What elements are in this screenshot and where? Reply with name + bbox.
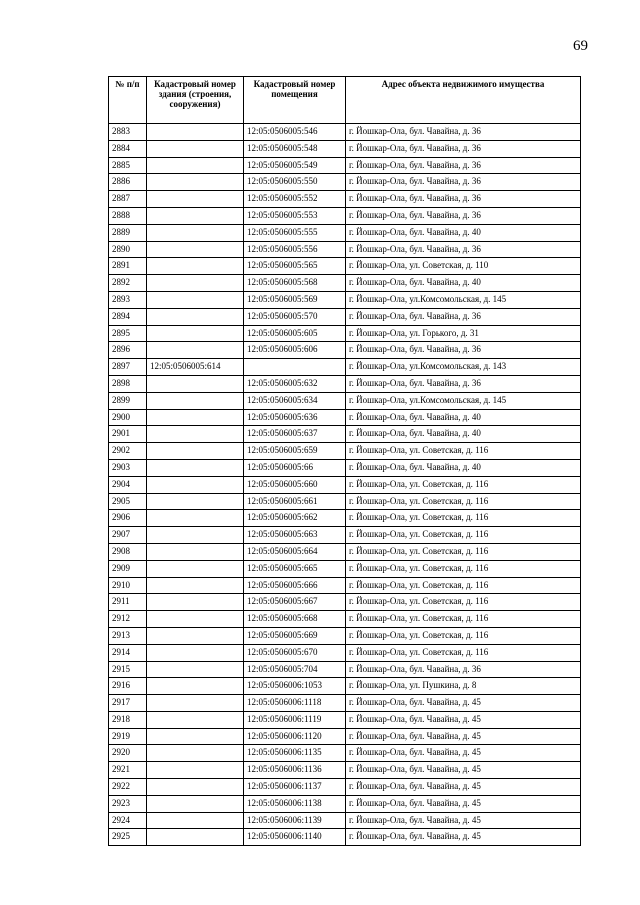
cell-premises-cadastral-number: 12:05:0506005:549 <box>244 157 346 174</box>
cell-address: г. Йошкар-Ола, ул. Советская, д. 116 <box>346 627 581 644</box>
cell-address: г. Йошкар-Ола, ул. Пушкина, д. 8 <box>346 678 581 695</box>
cell-premises-cadastral-number: 12:05:0506005:669 <box>244 627 346 644</box>
cell-row-number: 2885 <box>109 157 147 174</box>
header-building-cadastral-number: Кадастровый номер здания (строения, сооружения) <box>147 77 244 124</box>
cell-address: г. Йошкар-Ола, бул. Чавайна, д. 45 <box>346 812 581 829</box>
cell-building-cadastral-number <box>147 627 244 644</box>
cell-address: г. Йошкар-Ола, бул. Чавайна, д. 36 <box>346 661 581 678</box>
cell-premises-cadastral-number: 12:05:0506006:1138 <box>244 795 346 812</box>
cell-address: г. Йошкар-Ола, бул. Чавайна, д. 36 <box>346 124 581 141</box>
cell-row-number: 2918 <box>109 711 147 728</box>
cell-premises-cadastral-number: 12:05:0506006:1053 <box>244 678 346 695</box>
table-row <box>109 795 581 812</box>
cell-premises-cadastral-number: 12:05:0506006:1120 <box>244 728 346 745</box>
cell-row-number: 2923 <box>109 795 147 812</box>
table-row <box>109 241 581 258</box>
table-row <box>109 375 581 392</box>
cell-address: г. Йошкар-Ола, ул.Комсомольская, д. 145 <box>346 392 581 409</box>
table-row <box>109 762 581 779</box>
cell-premises-cadastral-number: 12:05:0506005:661 <box>244 493 346 510</box>
cell-building-cadastral-number <box>147 342 244 359</box>
cell-building-cadastral-number <box>147 325 244 342</box>
cell-premises-cadastral-number: 12:05:0506005:670 <box>244 644 346 661</box>
cell-premises-cadastral-number: 12:05:0506005:632 <box>244 375 346 392</box>
cell-premises-cadastral-number: 12:05:0506005:568 <box>244 275 346 292</box>
cell-premises-cadastral-number: 12:05:0506006:1139 <box>244 812 346 829</box>
table-row <box>109 359 581 376</box>
cell-address: г. Йошкар-Ола, бул. Чавайна, д. 36 <box>346 140 581 157</box>
cell-row-number: 2922 <box>109 779 147 796</box>
cell-row-number: 2901 <box>109 426 147 443</box>
cell-address: г. Йошкар-Ола, бул. Чавайна, д. 36 <box>346 207 581 224</box>
cell-building-cadastral-number <box>147 308 244 325</box>
cell-building-cadastral-number <box>147 543 244 560</box>
cell-row-number: 2903 <box>109 459 147 476</box>
table-row <box>109 392 581 409</box>
table-row <box>109 325 581 342</box>
cell-premises-cadastral-number: 12:05:0506005:548 <box>244 140 346 157</box>
cell-address: г. Йошкар-Ола, ул.Комсомольская, д. 143 <box>346 359 581 376</box>
cell-building-cadastral-number <box>147 275 244 292</box>
cell-building-cadastral-number <box>147 812 244 829</box>
table-row <box>109 577 581 594</box>
cell-premises-cadastral-number: 12:05:0506005:667 <box>244 594 346 611</box>
cell-building-cadastral-number <box>147 241 244 258</box>
cell-row-number: 2905 <box>109 493 147 510</box>
cell-building-cadastral-number <box>147 459 244 476</box>
table-header-row <box>109 77 581 124</box>
cell-row-number: 2894 <box>109 308 147 325</box>
cell-address: г. Йошкар-Ола, ул. Советская, д. 116 <box>346 560 581 577</box>
table-row <box>109 711 581 728</box>
cell-address: г. Йошкар-Ола, бул. Чавайна, д. 45 <box>346 745 581 762</box>
cell-building-cadastral-number <box>147 224 244 241</box>
cell-address: г. Йошкар-Ола, бул. Чавайна, д. 45 <box>346 829 581 846</box>
cell-premises-cadastral-number: 12:05:0506005:606 <box>244 342 346 359</box>
cell-address: г. Йошкар-Ола, бул. Чавайна, д. 40 <box>346 426 581 443</box>
cell-row-number: 2911 <box>109 594 147 611</box>
cell-premises-cadastral-number: 12:05:0506005:636 <box>244 409 346 426</box>
cell-address: г. Йошкар-Ола, ул.Комсомольская, д. 145 <box>346 291 581 308</box>
table-row <box>109 661 581 678</box>
table-row <box>109 476 581 493</box>
cell-address: г. Йошкар-Ола, ул. Советская, д. 116 <box>346 543 581 560</box>
table-row <box>109 191 581 208</box>
cell-row-number: 2915 <box>109 661 147 678</box>
cell-address: г. Йошкар-Ола, бул. Чавайна, д. 36 <box>346 174 581 191</box>
table-row <box>109 124 581 141</box>
cell-building-cadastral-number <box>147 779 244 796</box>
header-property-address: Адрес объекта недвижимого имущества <box>346 77 581 124</box>
cell-building-cadastral-number <box>147 560 244 577</box>
cell-building-cadastral-number <box>147 157 244 174</box>
table-row <box>109 342 581 359</box>
cell-premises-cadastral-number: 12:05:0506006:1140 <box>244 829 346 846</box>
table-row <box>109 174 581 191</box>
cell-address: г. Йошкар-Ола, бул. Чавайна, д. 36 <box>346 375 581 392</box>
table-row <box>109 728 581 745</box>
cell-row-number: 2904 <box>109 476 147 493</box>
table-row <box>109 560 581 577</box>
cell-building-cadastral-number <box>147 678 244 695</box>
cell-premises-cadastral-number: 12:05:0506005:556 <box>244 241 346 258</box>
table-row <box>109 291 581 308</box>
cell-premises-cadastral-number: 12:05:0506005:666 <box>244 577 346 594</box>
cell-address: г. Йошкар-Ола, бул. Чавайна, д. 36 <box>346 157 581 174</box>
cell-premises-cadastral-number: 12:05:0506005:550 <box>244 174 346 191</box>
header-row-number: № п/п <box>109 77 147 124</box>
cell-premises-cadastral-number: 12:05:0506006:1119 <box>244 711 346 728</box>
cell-row-number: 2886 <box>109 174 147 191</box>
table-row <box>109 829 581 846</box>
cell-address: г. Йошкар-Ола, ул. Советская, д. 116 <box>346 577 581 594</box>
cell-premises-cadastral-number: 12:05:0506005:662 <box>244 510 346 527</box>
cell-building-cadastral-number <box>147 443 244 460</box>
cell-building-cadastral-number <box>147 375 244 392</box>
cell-address: г. Йошкар-Ола, ул. Советская, д. 110 <box>346 258 581 275</box>
cell-building-cadastral-number <box>147 745 244 762</box>
table-row <box>109 224 581 241</box>
cell-row-number: 2895 <box>109 325 147 342</box>
cell-premises-cadastral-number: 12:05:0506006:1136 <box>244 762 346 779</box>
cell-premises-cadastral-number: 12:05:0506005:634 <box>244 392 346 409</box>
cell-row-number: 2909 <box>109 560 147 577</box>
cell-premises-cadastral-number <box>244 359 346 376</box>
cell-address: г. Йошкар-Ола, бул. Чавайна, д. 45 <box>346 762 581 779</box>
cell-premises-cadastral-number: 12:05:0506005:660 <box>244 476 346 493</box>
cell-row-number: 2899 <box>109 392 147 409</box>
cell-address: г. Йошкар-Ола, бул. Чавайна, д. 40 <box>346 409 581 426</box>
cell-row-number: 2902 <box>109 443 147 460</box>
cell-building-cadastral-number <box>147 594 244 611</box>
cell-building-cadastral-number <box>147 510 244 527</box>
table-row <box>109 409 581 426</box>
cell-address: г. Йошкар-Ола, ул. Советская, д. 116 <box>346 527 581 544</box>
cell-premises-cadastral-number: 12:05:0506005:637 <box>244 426 346 443</box>
cell-row-number: 2910 <box>109 577 147 594</box>
table-row <box>109 308 581 325</box>
cell-row-number: 2900 <box>109 409 147 426</box>
cell-address: г. Йошкар-Ола, бул. Чавайна, д. 36 <box>346 342 581 359</box>
cell-premises-cadastral-number: 12:05:0506005:704 <box>244 661 346 678</box>
cell-row-number: 2888 <box>109 207 147 224</box>
cell-row-number: 2883 <box>109 124 147 141</box>
cell-building-cadastral-number <box>147 711 244 728</box>
cell-premises-cadastral-number: 12:05:0506005:665 <box>244 560 346 577</box>
cell-premises-cadastral-number: 12:05:0506005:659 <box>244 443 346 460</box>
cell-address: г. Йошкар-Ола, бул. Чавайна, д. 40 <box>346 459 581 476</box>
cell-building-cadastral-number <box>147 527 244 544</box>
cell-address: г. Йошкар-Ола, бул. Чавайна, д. 45 <box>346 711 581 728</box>
cell-building-cadastral-number <box>147 829 244 846</box>
cell-row-number: 2919 <box>109 728 147 745</box>
cell-premises-cadastral-number: 12:05:0506005:663 <box>244 527 346 544</box>
cell-address: г. Йошкар-Ола, бул. Чавайна, д. 45 <box>346 779 581 796</box>
header-premises-cadastral-number: Кадастровый номер помещения <box>244 77 346 124</box>
cell-building-cadastral-number <box>147 493 244 510</box>
property-registry-table <box>108 76 581 846</box>
cell-building-cadastral-number <box>147 426 244 443</box>
cell-building-cadastral-number <box>147 476 244 493</box>
cell-building-cadastral-number <box>147 611 244 628</box>
cell-address: г. Йошкар-Ола, бул. Чавайна, д. 45 <box>346 728 581 745</box>
cell-address: г. Йошкар-Ола, ул. Горького, д. 31 <box>346 325 581 342</box>
cell-building-cadastral-number <box>147 795 244 812</box>
cell-premises-cadastral-number: 12:05:0506005:565 <box>244 258 346 275</box>
cell-building-cadastral-number <box>147 258 244 275</box>
cell-row-number: 2921 <box>109 762 147 779</box>
cell-building-cadastral-number: 12:05:0506005:614 <box>147 359 244 376</box>
cell-premises-cadastral-number: 12:05:0506005:66 <box>244 459 346 476</box>
cell-address: г. Йошкар-Ола, ул. Советская, д. 116 <box>346 594 581 611</box>
cell-address: г. Йошкар-Ола, ул. Советская, д. 116 <box>346 611 581 628</box>
cell-premises-cadastral-number: 12:05:0506005:553 <box>244 207 346 224</box>
cell-building-cadastral-number <box>147 661 244 678</box>
cell-premises-cadastral-number: 12:05:0506005:555 <box>244 224 346 241</box>
table-row <box>109 779 581 796</box>
table-row <box>109 510 581 527</box>
cell-address: г. Йошкар-Ола, ул. Советская, д. 116 <box>346 443 581 460</box>
cell-row-number: 2887 <box>109 191 147 208</box>
cell-row-number: 2913 <box>109 627 147 644</box>
cell-building-cadastral-number <box>147 191 244 208</box>
cell-building-cadastral-number <box>147 762 244 779</box>
cell-premises-cadastral-number: 12:05:0506005:668 <box>244 611 346 628</box>
cell-building-cadastral-number <box>147 291 244 308</box>
cell-premises-cadastral-number: 12:05:0506005:552 <box>244 191 346 208</box>
table-row <box>109 493 581 510</box>
table-row <box>109 678 581 695</box>
cell-building-cadastral-number <box>147 140 244 157</box>
cell-row-number: 2892 <box>109 275 147 292</box>
table-row <box>109 157 581 174</box>
cell-building-cadastral-number <box>147 124 244 141</box>
cell-row-number: 2896 <box>109 342 147 359</box>
table-row <box>109 258 581 275</box>
table-row <box>109 275 581 292</box>
cell-building-cadastral-number <box>147 695 244 712</box>
cell-premises-cadastral-number: 12:05:0506005:569 <box>244 291 346 308</box>
table-row <box>109 695 581 712</box>
cell-building-cadastral-number <box>147 577 244 594</box>
cell-address: г. Йошкар-Ола, бул. Чавайна, д. 45 <box>346 695 581 712</box>
table-row <box>109 459 581 476</box>
cell-row-number: 2891 <box>109 258 147 275</box>
cell-row-number: 2898 <box>109 375 147 392</box>
cell-row-number: 2889 <box>109 224 147 241</box>
cell-premises-cadastral-number: 12:05:0506005:664 <box>244 543 346 560</box>
cell-building-cadastral-number <box>147 174 244 191</box>
table-row <box>109 426 581 443</box>
cell-address: г. Йошкар-Ола, бул. Чавайна, д. 36 <box>346 241 581 258</box>
table-row <box>109 627 581 644</box>
cell-premises-cadastral-number: 12:05:0506005:570 <box>244 308 346 325</box>
cell-address: г. Йошкар-Ола, бул. Чавайна, д. 40 <box>346 275 581 292</box>
cell-row-number: 2914 <box>109 644 147 661</box>
table-row <box>109 594 581 611</box>
cell-address: г. Йошкар-Ола, бул. Чавайна, д. 45 <box>346 795 581 812</box>
page-number: 69 <box>573 38 588 54</box>
cell-row-number: 2907 <box>109 527 147 544</box>
cell-row-number: 2924 <box>109 812 147 829</box>
cell-row-number: 2916 <box>109 678 147 695</box>
cell-address: г. Йошкар-Ола, ул. Советская, д. 116 <box>346 644 581 661</box>
cell-row-number: 2917 <box>109 695 147 712</box>
cell-building-cadastral-number <box>147 207 244 224</box>
table-row <box>109 812 581 829</box>
cell-premises-cadastral-number: 12:05:0506005:546 <box>244 124 346 141</box>
cell-row-number: 2925 <box>109 829 147 846</box>
cell-row-number: 2890 <box>109 241 147 258</box>
cell-address: г. Йошкар-Ола, ул. Советская, д. 116 <box>346 510 581 527</box>
table-row <box>109 140 581 157</box>
table-row <box>109 644 581 661</box>
cell-building-cadastral-number <box>147 728 244 745</box>
table-body <box>109 124 581 846</box>
cell-row-number: 2897 <box>109 359 147 376</box>
cell-address: г. Йошкар-Ола, бул. Чавайна, д. 36 <box>346 308 581 325</box>
table-row <box>109 745 581 762</box>
table-row <box>109 207 581 224</box>
table-row <box>109 543 581 560</box>
cell-row-number: 2912 <box>109 611 147 628</box>
cell-address: г. Йошкар-Ола, бул. Чавайна, д. 36 <box>346 191 581 208</box>
cell-row-number: 2893 <box>109 291 147 308</box>
cell-row-number: 2906 <box>109 510 147 527</box>
cell-premises-cadastral-number: 12:05:0506005:605 <box>244 325 346 342</box>
cell-address: г. Йошкар-Ола, ул. Советская, д. 116 <box>346 476 581 493</box>
table-row <box>109 443 581 460</box>
cell-row-number: 2908 <box>109 543 147 560</box>
cell-address: г. Йошкар-Ола, бул. Чавайна, д. 40 <box>346 224 581 241</box>
cell-building-cadastral-number <box>147 392 244 409</box>
cell-building-cadastral-number <box>147 644 244 661</box>
cell-address: г. Йошкар-Ола, ул. Советская, д. 116 <box>346 493 581 510</box>
cell-premises-cadastral-number: 12:05:0506006:1137 <box>244 779 346 796</box>
cell-premises-cadastral-number: 12:05:0506006:1118 <box>244 695 346 712</box>
table-row <box>109 527 581 544</box>
cell-row-number: 2884 <box>109 140 147 157</box>
cell-building-cadastral-number <box>147 409 244 426</box>
table-row <box>109 611 581 628</box>
cell-premises-cadastral-number: 12:05:0506006:1135 <box>244 745 346 762</box>
cell-row-number: 2920 <box>109 745 147 762</box>
